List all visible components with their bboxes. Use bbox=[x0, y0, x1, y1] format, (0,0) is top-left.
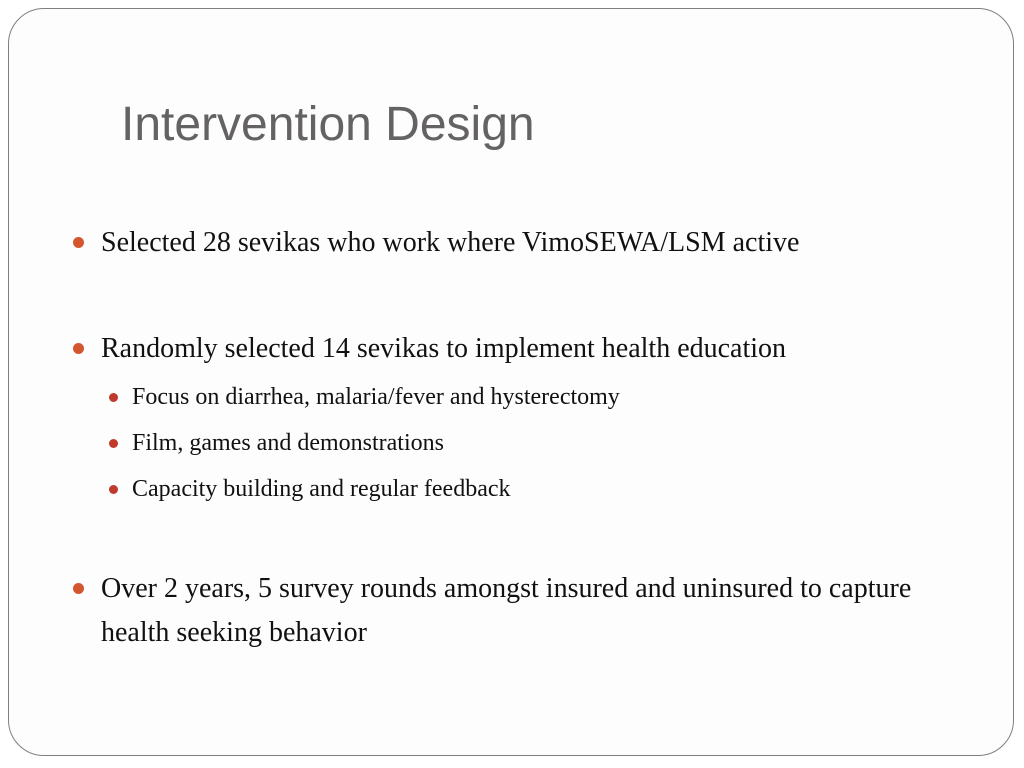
slide-title: Intervention Design bbox=[121, 98, 535, 151]
bullet-text: Over 2 years, 5 survey rounds amongst insured and uninsured to capture health seeking behavior bbox=[101, 573, 912, 648]
bullet-dot-icon bbox=[73, 237, 84, 248]
bullet-dot-icon bbox=[109, 485, 118, 494]
bullet-text: Selected 28 sevikas who work where VimoSEWA/LSM active bbox=[101, 227, 800, 258]
bullet-dot-icon bbox=[73, 343, 84, 354]
bullet-text: Randomly selected 14 sevikas to implement health education bbox=[101, 333, 787, 364]
bullet-item bbox=[73, 221, 799, 265]
sub-bullet-text: Focus on diarrhea, malaria/fever and hysterectomy bbox=[132, 384, 620, 410]
sub-bullet-item bbox=[109, 425, 444, 461]
sub-bullet-item bbox=[109, 471, 511, 507]
bullet-dot-icon bbox=[73, 583, 84, 594]
sub-bullet-text: Capacity building and regular feedback bbox=[132, 476, 511, 502]
sub-bullet-text: Film, games and demonstrations bbox=[132, 430, 444, 456]
bullet-dot-icon bbox=[109, 393, 118, 402]
bullet-item bbox=[73, 567, 981, 655]
bullet-item bbox=[73, 327, 786, 371]
bullet-dot-icon bbox=[109, 439, 118, 448]
sub-bullet-item bbox=[109, 379, 620, 415]
slide-frame bbox=[8, 8, 1014, 756]
